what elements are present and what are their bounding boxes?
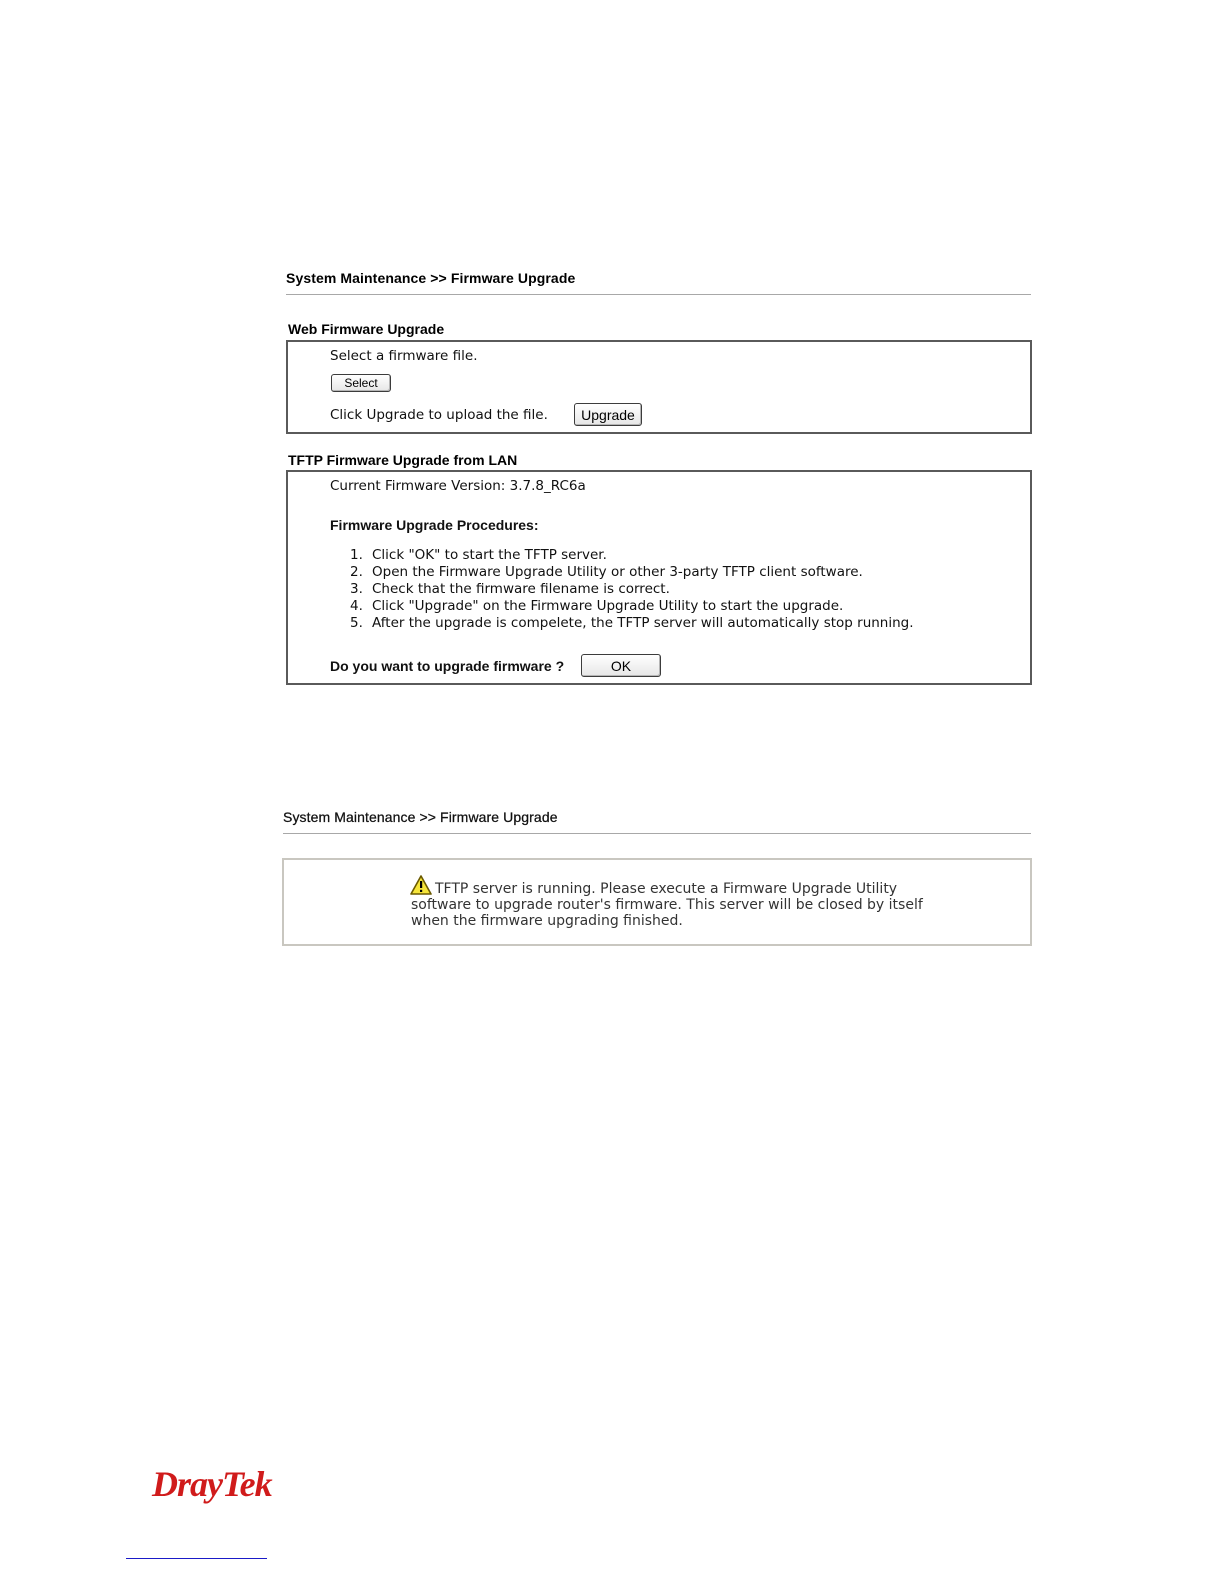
procedure-step: 2. Open the Firmware Upgrade Utility or other 3-party TFTP client software. bbox=[350, 564, 863, 580]
procedure-step: 1. Click "OK" to start the TFTP server. bbox=[350, 547, 607, 563]
upgrade-prompt: Click Upgrade to upload the file. bbox=[330, 407, 548, 423]
web-upgrade-title: Web Firmware Upgrade bbox=[288, 321, 445, 337]
tftp-status-panel bbox=[282, 858, 1032, 946]
breadcrumb: System Maintenance >> Firmware Upgrade bbox=[286, 270, 576, 286]
tftp-upgrade-title: TFTP Firmware Upgrade from LAN bbox=[288, 452, 518, 468]
footer-divider bbox=[126, 1558, 267, 1559]
procedures-title: Firmware Upgrade Procedures: bbox=[330, 517, 539, 533]
procedure-step: 4. Click "Upgrade" on the Firmware Upgrade Utility to start the upgrade. bbox=[350, 598, 844, 614]
procedure-step: 3. Check that the firmware filename is correct. bbox=[350, 581, 670, 597]
breadcrumb-divider bbox=[286, 294, 1031, 295]
tftp-status-message: TFTP server is running. Please execute a Firmware Upgrade Utility software to upgrade router's firmware. This server will be closed by itself when the firmware upgrading finished. bbox=[411, 881, 923, 929]
procedure-step: 5. After the upgrade is compelete, the TFTP server will automatically stop running. bbox=[350, 615, 914, 631]
ok-button[interactable]: OK bbox=[581, 654, 661, 677]
upgrade-button[interactable]: Upgrade bbox=[574, 403, 642, 426]
confirm-question: Do you want to upgrade firmware ? bbox=[330, 658, 565, 674]
select-prompt: Select a firmware file. bbox=[330, 348, 478, 364]
tftp-upgrade-panel bbox=[286, 470, 1032, 685]
select-button[interactable]: Select bbox=[331, 374, 391, 392]
breadcrumb: System Maintenance >> Firmware Upgrade bbox=[283, 809, 558, 825]
breadcrumb-divider bbox=[283, 833, 1031, 834]
procedure-steps bbox=[350, 547, 914, 632]
current-firmware-version: Current Firmware Version: 3.7.8_RC6a bbox=[330, 478, 586, 494]
draytek-logo: DrayTek bbox=[152, 1464, 272, 1504]
web-upgrade-panel bbox=[286, 340, 1032, 434]
